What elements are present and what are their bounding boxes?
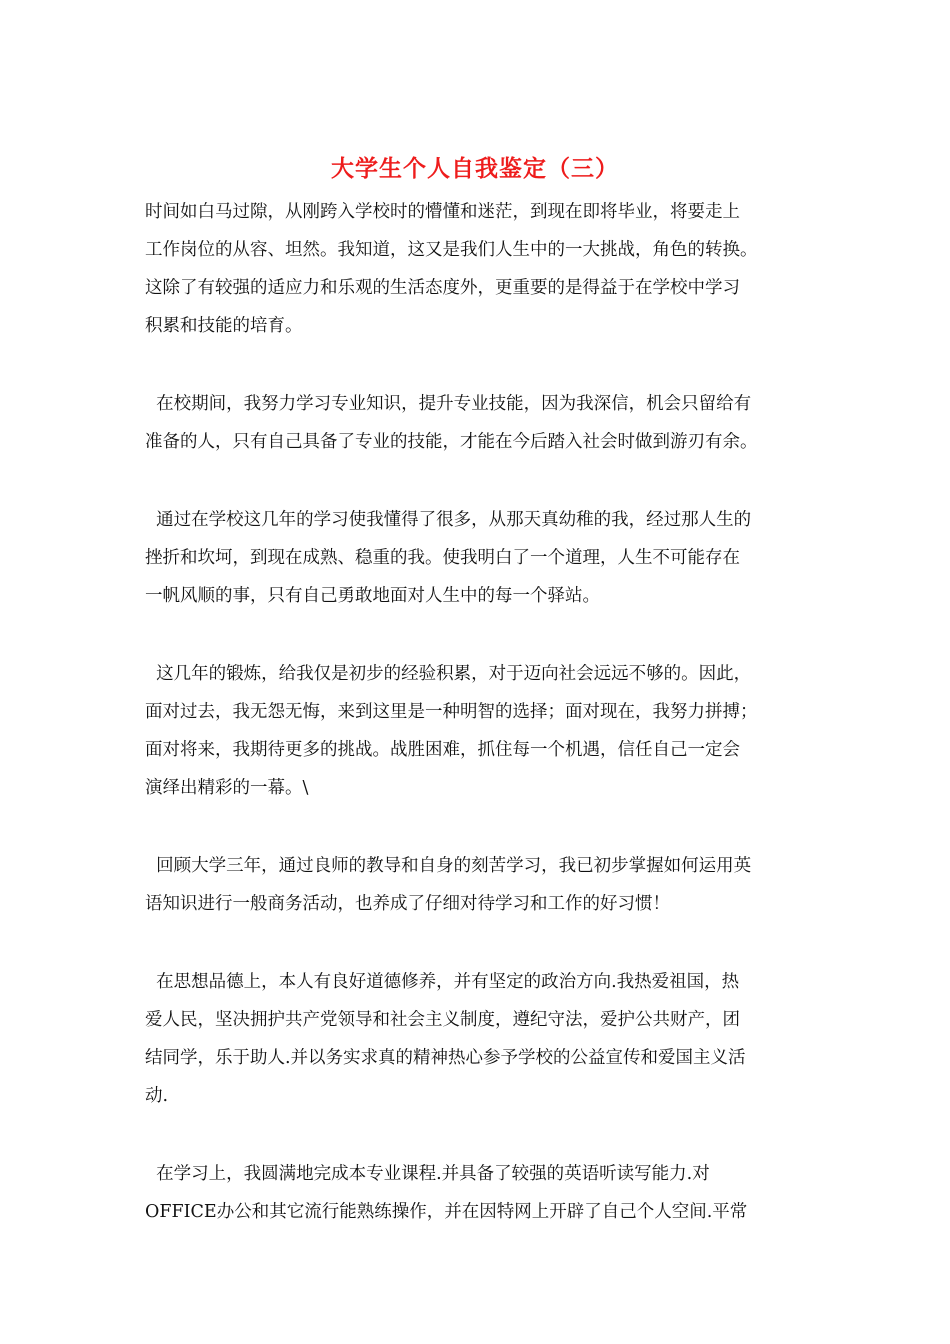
text-line: 语知识进行一般商务活动，也养成了仔细对待学习和工作的好习惯！ [145,894,670,914]
text-line: 动. [145,1086,169,1106]
text-line: 在学习上，我圆满地完成本专业课程.并具备了较强的英语听读写能力.对 [145,1164,710,1184]
text-line: 工作岗位的从容、坦然。我知道，这又是我们人生中的一大挑战，角色的转换。 [145,240,758,260]
document-title: 大学生个人自我鉴定（三） [331,155,619,182]
text-line: 爱人民，坚决拥护共产党领导和社会主义制度，遵纪守法，爱护公共财产，团 [145,1010,740,1030]
text-line: 时间如白马过隙，从刚跨入学校时的懵懂和迷茫，到现在即将毕业，将要走上 [145,202,740,222]
paragraph-7 [145,1155,809,1231]
text-line: 一帆风顺的事，只有自己勇敢地面对人生中的每一个驿站。 [145,586,600,606]
paragraph-1 [145,193,809,345]
text-line: OFFICE办公和其它流行能熟练操作，并在因特网上开辟了自己个人空间.平常 [145,1202,748,1222]
text-line: 结同学，乐于助人.并以务实求真的精神热心参予学校的公益宣传和爱国主义活 [145,1048,746,1068]
paragraph-4 [145,655,809,807]
text-line: 面对将来，我期待更多的挑战。战胜困难，抓住每一个机遇，信任自己一定会 [145,740,740,760]
paragraph-2 [145,385,809,461]
paragraph-6 [145,963,809,1115]
paragraph-5 [145,847,809,923]
text-line: 挫折和坎坷，到现在成熟、稳重的我。使我明白了一个道理，人生不可能存在 [145,548,740,568]
text-line: 准备的人，只有自己具备了专业的技能，才能在今后踏入社会时做到游刃有余。 [145,432,758,452]
paragraph-3 [145,501,809,615]
text-line: 通过在学校这几年的学习使我懂得了很多，从那天真幼稚的我，经过那人生的 [145,510,752,530]
text-line: 积累和技能的培育。 [145,316,303,336]
document-body [145,193,809,1271]
text-line: 回顾大学三年，通过良师的教导和自身的刻苦学习，我已初步掌握如何运用英 [145,856,752,876]
text-line: 演绎出精彩的一幕。\ [145,778,309,798]
text-line: 在校期间，我努力学习专业知识，提升专业技能，因为我深信，机会只留给有 [145,394,752,414]
text-line: 面对过去，我无怨无悔，来到这里是一种明智的选择；面对现在，我努力拼搏； [145,702,758,722]
text-line: 在思想品德上，本人有良好道德修养，并有坚定的政治方向.我热爱祖国，热 [145,972,740,992]
text-line: 这几年的锻炼，给我仅是初步的经验积累，对于迈向社会远远不够的。因此， [145,664,752,684]
text-line: 这除了有较强的适应力和乐观的生活态度外，更重要的是得益于在学校中学习 [145,278,740,298]
